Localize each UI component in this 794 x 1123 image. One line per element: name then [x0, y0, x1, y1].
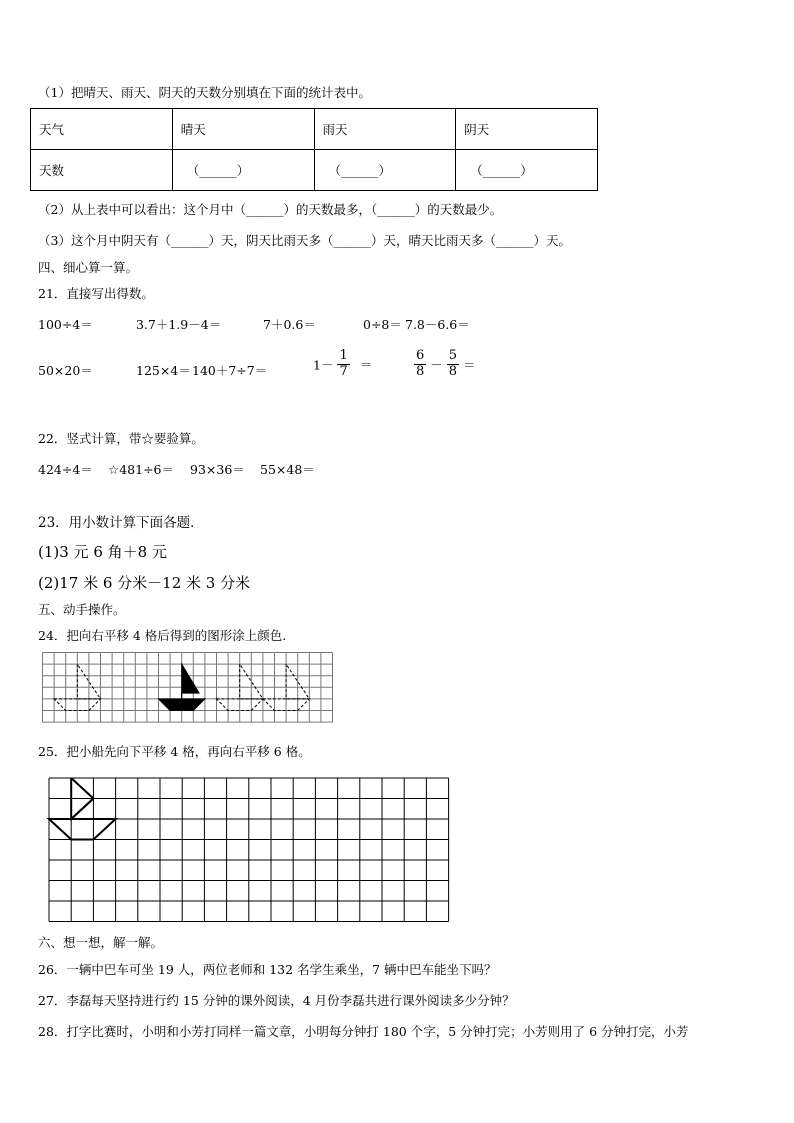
calc-item: 7＋0.6＝ — [263, 317, 316, 332]
question-23-line2: (2)17 米 6 分米－12 米 3 分米 — [38, 574, 251, 592]
translation-grid-q25 — [48, 777, 452, 922]
table-cell: 阴天 — [456, 109, 598, 150]
table-cell: 天气 — [31, 109, 173, 150]
boat-hull — [49, 819, 116, 840]
table-row — [31, 150, 598, 191]
answer-blank-cell[interactable]: （______） — [172, 150, 314, 191]
fraction-expression — [313, 349, 372, 380]
expr-tail: ＝ — [359, 357, 373, 373]
calc-item: 100÷4＝ — [38, 317, 93, 332]
fraction — [447, 349, 459, 380]
numerator: 5 — [448, 348, 458, 363]
question-26: 26．一辆中巴车可坐 19 人，两位老师和 132 名学生乘坐，7 辆中巴车能坐下吗？ — [38, 962, 497, 977]
weather-stat-table — [30, 108, 598, 191]
denominator: 7 — [339, 363, 348, 379]
expr-tail: ＝ — [463, 357, 476, 373]
question-23-line1: (1)3 元 6 角＋8 元 — [38, 543, 167, 561]
question-24-title: 24．把向右平移 4 格后得到的图形涂上颜色. — [38, 628, 287, 643]
question-22-title: 22．竖式计算，带☆要验算。 — [38, 431, 204, 446]
question-23-title: 23．用小数计算下面各题． — [38, 515, 204, 531]
expr-lead: 1－ — [313, 357, 334, 373]
fraction — [337, 349, 349, 380]
question-27: 27．李磊每天坚持进行约 15 分钟的课外阅读，4 月份李磊共进行课外阅读多少分钟？ — [38, 993, 515, 1008]
calc-item: 0÷8＝ — [363, 317, 402, 332]
denominator: 8 — [448, 363, 458, 379]
table-cell: 晴天 — [172, 109, 314, 150]
answer-blank-cell[interactable]: （______） — [314, 150, 456, 191]
table-row — [31, 109, 598, 150]
table-cell: 雨天 — [314, 109, 456, 150]
boat-sail-edge — [71, 799, 93, 820]
question-25-title: 25．把小船先向下平移 4 格，再向右平移 6 格。 — [38, 744, 311, 759]
section-heading-4: 四、细心算一算。 — [38, 260, 139, 275]
calc-item: 50×20＝ — [38, 363, 93, 378]
solid-boat-sail — [182, 664, 199, 693]
translation-grid-q24 — [42, 652, 334, 728]
question-weather-part2: （2）从上表中可以看出：这个月中（______）的天数最多，（______）的天数最少。 — [38, 202, 503, 217]
calc-item: 55×48＝ — [260, 462, 315, 477]
fraction-expression — [414, 349, 476, 380]
question-weather-part3: （3）这个月中阴天有（______）天，阴天比雨天多（______）天，晴天比雨天多（______）天。 — [38, 233, 571, 248]
question-weather-part1: （1）把晴天、雨天、阴天的天数分别填在下面的统计表中。 — [38, 85, 371, 100]
question-21-title: 21．直接写出得数。 — [38, 286, 154, 301]
calc-item: 140＋7÷7＝ — [192, 363, 268, 378]
calc-item: 7.8－6.6＝ — [405, 317, 470, 332]
calc-item: 125×4＝ — [136, 363, 191, 378]
calc-item: 3.7＋1.9－4＝ — [136, 317, 222, 332]
denominator: 8 — [416, 363, 425, 379]
calc-item: 424÷4＝ — [38, 462, 93, 477]
calc-item: ☆481÷6＝ — [108, 462, 174, 477]
section-heading-5: 五、动手操作。 — [38, 602, 126, 617]
numerator: 6 — [416, 348, 425, 363]
expr-operator: － — [430, 357, 443, 373]
numerator: 1 — [339, 348, 348, 363]
section-heading-6: 六、想一想，解一解。 — [38, 935, 164, 950]
fraction — [414, 349, 426, 380]
calc-item: 93×36＝ — [190, 462, 245, 477]
answer-blank-cell[interactable]: （______） — [456, 150, 598, 191]
table-cell: 天数 — [31, 150, 173, 191]
question-28: 28．打字比赛时，小明和小芳打同样一篇文章，小明每分钟打 180 个字，5 分钟打完；小芳则用了 6 分钟打完，小芳 — [38, 1024, 689, 1039]
solid-boat-hull — [159, 699, 205, 711]
